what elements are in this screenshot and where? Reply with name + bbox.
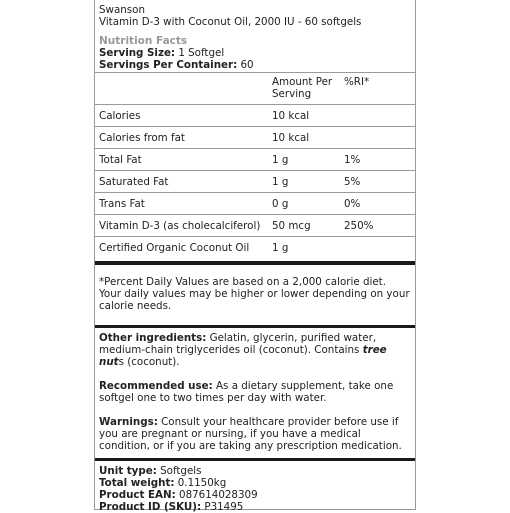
allergen-text: tree nut bbox=[99, 344, 387, 368]
nutrient-name: Total Fat bbox=[99, 153, 142, 166]
nutrient-amount: 50 mcg bbox=[272, 219, 311, 232]
product-title: Vitamin D-3 with Coconut Oil, 2000 IU - 60 softgels bbox=[99, 16, 362, 28]
supplement-label bbox=[94, 0, 416, 513]
table-row bbox=[95, 236, 415, 258]
warnings-label: Warnings: bbox=[99, 416, 158, 428]
nutrient-name: Calories from fat bbox=[99, 131, 185, 144]
table-row bbox=[95, 214, 415, 236]
daily-values-footnote: *Percent Daily Values are based on a 2,000 calorie diet. Your daily values may be higher or lower depending on your calorie needs. bbox=[99, 276, 410, 312]
nutrient-name: Trans Fat bbox=[99, 197, 145, 210]
unit-type-value: Softgels bbox=[156, 465, 202, 477]
nutrition-table bbox=[95, 104, 415, 258]
recommended-use bbox=[95, 368, 415, 404]
table-row bbox=[95, 104, 415, 126]
ingredients-suffix: s (coconut). bbox=[118, 356, 180, 368]
product-ean-value: 087614028309 bbox=[175, 489, 258, 501]
column-ri-header: %RI* bbox=[344, 76, 370, 88]
nutrient-amount: 10 kcal bbox=[272, 131, 310, 144]
total-weight-label: Total weight: bbox=[99, 477, 175, 489]
table-row bbox=[95, 192, 415, 214]
total-weight-value: 0.1150kg bbox=[174, 477, 227, 489]
product-info bbox=[95, 461, 415, 513]
table-row bbox=[95, 126, 415, 148]
nutrient-amount: 1 g bbox=[272, 175, 289, 188]
nutrient-amount: 10 kcal bbox=[272, 109, 310, 122]
nutrient-name: Certified Organic Coconut Oil bbox=[99, 241, 250, 254]
unit-type bbox=[99, 465, 411, 477]
servings-label: Servings Per Container: bbox=[99, 59, 238, 71]
product-id bbox=[99, 501, 411, 513]
ingredients-text: Gelatin, glycerin, purified water, medium-chain triglycerides oil (coconut). Contains bbox=[99, 332, 377, 356]
nutrient-amount: 1 g bbox=[272, 241, 289, 254]
servings-value: 60 bbox=[237, 59, 254, 71]
nutrient-ri: 0% bbox=[344, 197, 361, 210]
table-row bbox=[95, 148, 415, 170]
unit-type-label: Unit type: bbox=[99, 465, 157, 477]
nutrition-table-header bbox=[95, 72, 415, 104]
ingredients-label: Other ingredients: bbox=[99, 332, 207, 344]
nutrient-ri: 5% bbox=[344, 175, 361, 188]
nutrient-amount: 1 g bbox=[272, 153, 289, 166]
nutrient-ri: 1% bbox=[344, 153, 361, 166]
warnings bbox=[95, 404, 415, 456]
product-id-value: P31495 bbox=[201, 501, 244, 513]
product-ean bbox=[99, 489, 411, 501]
brand-name: Swanson bbox=[99, 4, 145, 16]
use-label: Recommended use: bbox=[99, 380, 213, 392]
column-amount-header: Amount Per Serving bbox=[272, 76, 333, 100]
serving-size bbox=[95, 47, 415, 59]
use-text: As a dietary supplement, take one softgel one to two times per day with water. bbox=[99, 380, 394, 404]
nutrition-facts-title: Nutrition Facts bbox=[99, 35, 188, 47]
nutrient-ri: 250% bbox=[344, 219, 374, 232]
servings-per-container bbox=[95, 59, 415, 71]
nutrient-amount: 0 g bbox=[272, 197, 289, 210]
product-ean-label: Product EAN: bbox=[99, 489, 176, 501]
nutrient-name: Vitamin D-3 (as cholecalciferol) bbox=[99, 219, 261, 232]
total-weight bbox=[99, 477, 411, 489]
warnings-text: Consult your healthcare provider before use if you are pregnant or nursing, if you have a medical condition, or if you are taking any prescription medication. bbox=[99, 416, 402, 452]
serving-size-value: 1 Softgel bbox=[175, 47, 225, 59]
serving-size-label: Serving Size: bbox=[99, 47, 176, 59]
nutrient-name: Saturated Fat bbox=[99, 175, 169, 188]
table-row bbox=[95, 170, 415, 192]
product-id-label: Product ID (SKU): bbox=[99, 501, 202, 513]
other-ingredients bbox=[95, 328, 415, 368]
nutrient-name: Calories bbox=[99, 109, 141, 122]
